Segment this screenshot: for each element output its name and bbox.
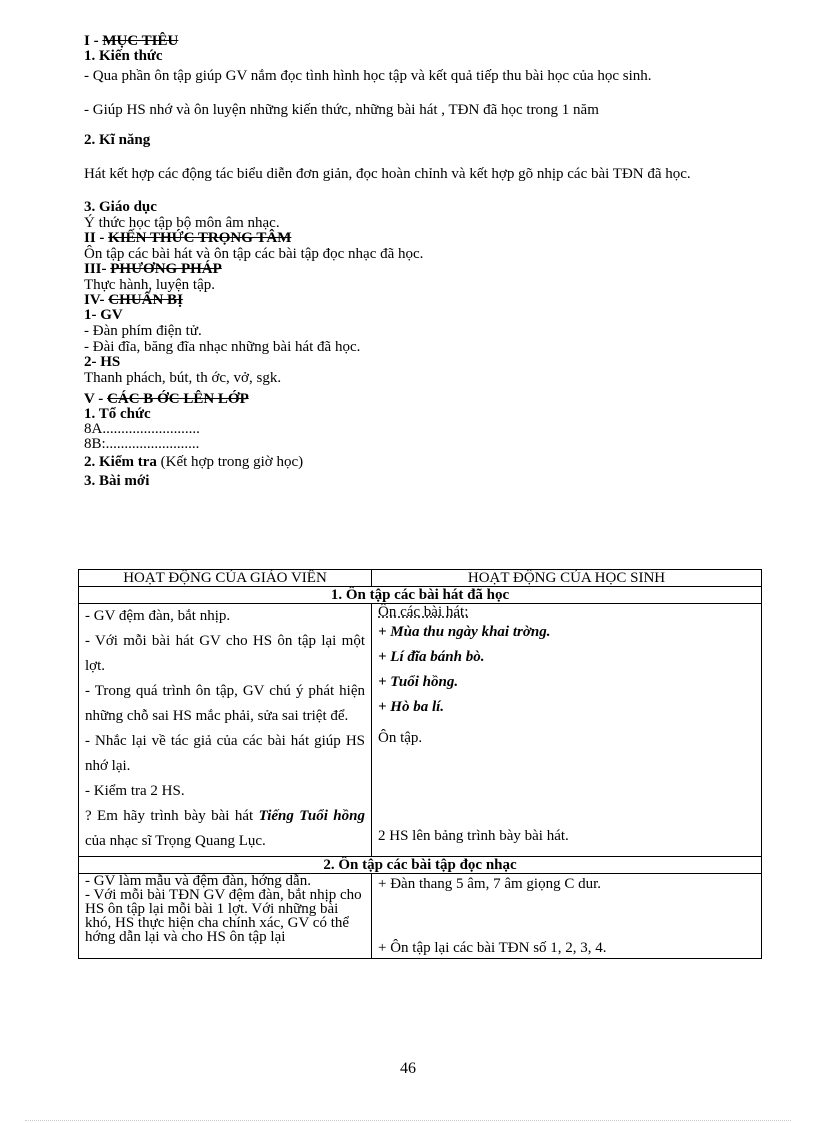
part-1-title: 1. Ôn tập các bài hát đã học <box>79 587 762 604</box>
section-3-heading: III- PHƯƠNG PHÁP <box>84 261 222 277</box>
check-heading: 2. Kiểm tra (Kết hợp trong giờ học) <box>84 454 304 470</box>
student-activity: Ôn tập. <box>378 730 423 746</box>
teacher-activity: - Với mỗi bài TĐN GV đệm đàn, bắt nhịp cho HS ôn tập lại mỗi bài 1 lợt. Với những bài khó, HS thực hiện cha chính xác, GV có thể hớng dẫn lại và cho HS ôn tập lại <box>85 887 362 945</box>
knowledge-paragraph-2: - Giúp HS nhớ và ôn luyện những kiến thức, những bài hát , TĐN đã học trong 1 năm <box>84 102 599 118</box>
teacher-activity: - GV đệm đàn, bắt nhịp. <box>85 608 231 624</box>
section-2-heading: II - KIẾN THỨC TRỌNG TÂM <box>84 230 292 246</box>
teacher-activities-2 <box>79 874 372 959</box>
teacher-activity: - Trong quá trình ôn tập, GV chú ý phát hiện những chỗ sai HS mắc phải, sửa sai triệt để. <box>85 683 365 724</box>
section-1-heading: I - MỤC TIÊU <box>84 33 179 49</box>
skills-heading: 2. Kĩ năng <box>84 132 151 148</box>
student-activities-2 <box>372 874 762 959</box>
teacher-prep-item: - Đàn phím điện tử. <box>84 323 202 339</box>
part-2-title: 2. Ôn tập các bài tập đọc nhạc <box>79 857 762 874</box>
table-section-row <box>79 587 762 604</box>
organization-heading: 1. Tổ chức <box>84 406 151 422</box>
song-item: + Mùa thu ngày khai trờng. <box>378 624 551 640</box>
teacher-activity: - Kiểm tra 2 HS. <box>85 783 185 799</box>
table-section-row <box>79 857 762 874</box>
section-5-heading: V - CÁC B ỚC LÊN LỚP <box>84 391 249 407</box>
footer-rule <box>25 1120 791 1121</box>
teacher-activities-1 <box>79 604 372 857</box>
student-activity: + Ôn tập lại các bài TĐN số 1, 2, 3, 4. <box>378 940 607 956</box>
activities-table <box>78 569 762 959</box>
student-prep-heading: 2- HS <box>84 354 121 370</box>
teacher-column-header: HOẠT ĐỘNG CỦA GIÁO VIÊN <box>79 570 372 587</box>
student-activity: + Đàn thang 5 âm, 7 âm giọng C dur. <box>378 876 602 892</box>
new-lesson-heading: 3. Bài mới <box>84 473 150 489</box>
class-8a-line: 8A.......................... <box>84 421 200 437</box>
teacher-prep-item: - Đài đĩa, băng đĩa nhạc những bài hát đã học. <box>84 339 361 355</box>
section-2-text: Ôn tập các bài hát và ôn tập các bài tập đọc nhạc đã học. <box>84 246 424 262</box>
section-4-heading: IV- CHUẨN BỊ <box>84 292 183 308</box>
teacher-question: ? Em hãy trình bày bài hát Tiếng Tuổi hồng của nhạc sĩ Trọng Quang Lục. <box>85 808 365 849</box>
teacher-activity: - GV làm mẫu và đệm đàn, hớng dẫn. <box>85 873 311 889</box>
student-activity: 2 HS lên bảng trình bày bài hát. <box>378 828 569 844</box>
song-item: + Lí đĩa bánh bò. <box>378 649 485 665</box>
education-heading: 3. Giáo dục <box>84 199 157 215</box>
student-activities-1 <box>372 604 762 857</box>
knowledge-heading: 1. Kiến thức <box>84 48 163 64</box>
class-8b-line: 8B:......................... <box>84 436 200 452</box>
education-text: Ý thức học tập bộ môn âm nhạc. <box>84 215 280 231</box>
song-item: + Hò ba lí. <box>378 699 445 715</box>
knowledge-paragraph-1: - Qua phần ôn tập giúp GV nắm đọc tình hình học tập và kết quả tiếp thu bài học của học sinh. <box>84 68 652 84</box>
student-prep-text: Thanh phách, bút, th ớc, vở, sgk. <box>84 370 282 386</box>
lesson-plan-page <box>84 34 756 490</box>
song-item: + Tuổi hồng. <box>378 674 459 690</box>
student-activity: Ôn các bài hát: <box>378 604 469 620</box>
student-column-header: HOẠT ĐỘNG CỦA HỌC SINH <box>372 570 762 587</box>
teacher-activity: - Nhắc lại về tác giả của các bài hát giúp HS nhớ lại. <box>85 733 365 774</box>
table-header-row <box>79 570 762 587</box>
teacher-activity: - Với mỗi bài hát GV cho HS ôn tập lại một lợt. <box>85 633 365 674</box>
page-number: 46 <box>400 1060 416 1077</box>
table-row <box>79 874 762 959</box>
section-3-text: Thực hành, luyện tập. <box>84 277 216 293</box>
skills-paragraph: Hát kết hợp các động tác biểu diễn đơn giản, đọc hoàn chỉnh và kết hợp gõ nhịp các bài TĐN đã học. <box>84 166 691 182</box>
teacher-prep-heading: 1- GV <box>84 307 123 323</box>
table-row <box>79 604 762 857</box>
